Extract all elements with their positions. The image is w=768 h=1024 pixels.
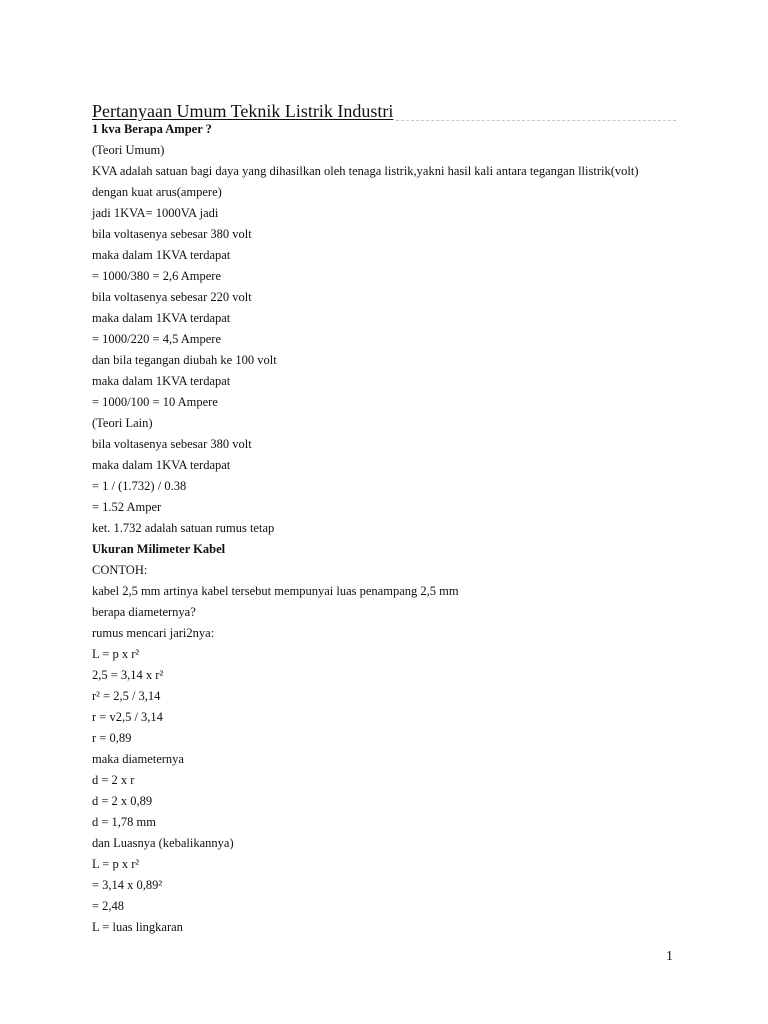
text-line: (Teori Umum) bbox=[92, 143, 165, 157]
text-line: = 1000/220 = 4,5 Ampere bbox=[92, 332, 222, 346]
text-line: = 1 / (1.732) / 0.38 bbox=[92, 479, 187, 493]
text-line: d = 1,78 mm bbox=[92, 815, 156, 829]
text-line: maka dalam 1KVA terdapat bbox=[92, 458, 231, 472]
text-line: = 3,14 x 0,89² bbox=[92, 878, 163, 892]
text-line: = 1000/100 = 10 Ampere bbox=[92, 395, 218, 409]
text-line: maka dalam 1KVA terdapat bbox=[92, 248, 231, 262]
text-line: r = v2,5 / 3,14 bbox=[92, 710, 163, 724]
text-line: d = 2 x r bbox=[92, 773, 135, 787]
page-number: 1 bbox=[666, 949, 673, 964]
text-line: KVA adalah satuan bagi daya yang dihasilkan oleh tenaga listrik,yakni hasil kali antara tegangan llistrik(volt) bbox=[92, 164, 639, 178]
text-line: maka diameternya bbox=[92, 752, 184, 766]
text-line: = 2,48 bbox=[92, 899, 125, 913]
text-line: bila voltasenya sebesar 380 volt bbox=[92, 227, 252, 241]
text-line: dengan kuat arus(ampere) bbox=[92, 185, 222, 199]
text-line: r = 0,89 bbox=[92, 731, 132, 745]
section-heading: 1 kva Berapa Amper ? bbox=[92, 122, 212, 136]
document-title: Pertanyaan Umum Teknik Listrik Industri bbox=[92, 101, 394, 121]
text-line: = 1.52 Amper bbox=[92, 500, 162, 514]
text-line: berapa diameternya? bbox=[92, 605, 196, 619]
text-line: dan bila tegangan diubah ke 100 volt bbox=[92, 353, 277, 367]
text-line: maka dalam 1KVA terdapat bbox=[92, 311, 231, 325]
text-line: dan Luasnya (kebalikannya) bbox=[92, 836, 234, 850]
text-line: jadi 1KVA= 1000VA jadi bbox=[92, 206, 219, 220]
text-line: ket. 1.732 adalah satuan rumus tetap bbox=[92, 521, 275, 535]
text-line: L = p x r² bbox=[92, 857, 140, 871]
section-heading: Ukuran Milimeter Kabel bbox=[92, 542, 226, 556]
text-line: bila voltasenya sebesar 380 volt bbox=[92, 437, 252, 451]
text-line: rumus mencari jari2nya: bbox=[92, 626, 215, 640]
text-line: r² = 2,5 / 3,14 bbox=[92, 689, 161, 703]
text-line: kabel 2,5 mm artinya kabel tersebut mempunyai luas penampang 2,5 mm bbox=[92, 584, 459, 598]
text-line: L = luas lingkaran bbox=[92, 920, 183, 934]
text-line: 2,5 = 3,14 x r² bbox=[92, 668, 164, 682]
text-line: = 1000/380 = 2,6 Ampere bbox=[92, 269, 222, 283]
text-line: (Teori Lain) bbox=[92, 416, 153, 430]
text-line: L = p x r² bbox=[92, 647, 140, 661]
text-line: bila voltasenya sebesar 220 volt bbox=[92, 290, 252, 304]
text-line: CONTOH: bbox=[92, 563, 148, 577]
text-line: maka dalam 1KVA terdapat bbox=[92, 374, 231, 388]
text-line: d = 2 x 0,89 bbox=[92, 794, 153, 808]
document-body bbox=[92, 119, 692, 938]
